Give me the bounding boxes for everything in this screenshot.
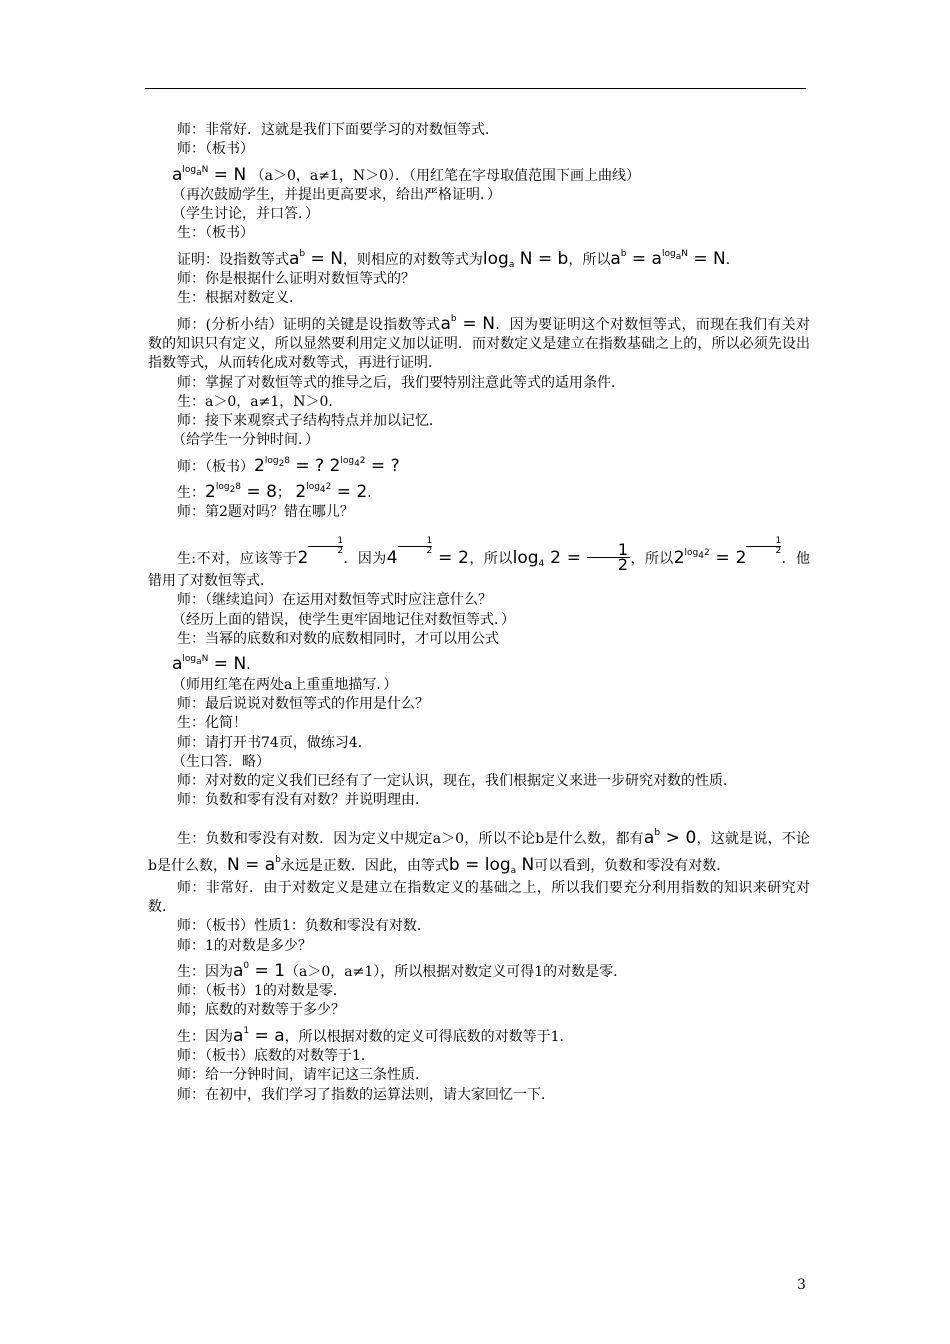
text-line: 师：（板书） [177, 141, 254, 158]
math-formula: $b = \log_a N$ [448, 854, 535, 876]
math-formula: $a^b = N$ [289, 248, 343, 269]
paragraph: 师：对对数的定义我们已经有了一定认识，现在，我们根据定义来进一步研究对数的性质． [177, 773, 737, 790]
text-line: 师：1的对数是多少？ [177, 937, 312, 954]
math-formula: $2^{log_28} = 8$ [205, 482, 277, 503]
text-line: 师：非常好．这就是我们下面要学习的对数恒等式． [177, 122, 499, 138]
math-formula: $a^b > 0$ [643, 827, 697, 848]
math-formula: $2^{log_28}$ = ? $2^{log_42}$ = ? [254, 455, 400, 476]
text-line: 师：请打开书74页，做练习4． [177, 734, 372, 751]
text-line: 师：第2题对吗？错在哪儿？ [177, 504, 354, 521]
page-number: 3 [797, 1277, 806, 1293]
text-line: （给学生一分钟时间．） [172, 432, 319, 449]
text-line: 师：你是根据什么证明对数恒等式的？ [177, 271, 415, 288]
text-line: 师：在初中，我们学习了指数的运算法则，请大家回忆一下． [177, 1086, 555, 1103]
text-line: （再次鼓励学生，并提出更高要求，给出严格证明．） [172, 186, 501, 203]
text-line: 生：根据对数定义． [177, 290, 303, 307]
text-line: 师：（板书）性质1：负数和零没有对数． [177, 918, 431, 935]
math-formula: $2^{log_42} = 2$ [295, 482, 368, 503]
math-formula: $a^{log_aN} = N$ [172, 164, 247, 185]
text-line: 生：（板书） [177, 225, 254, 242]
math-formula: $2^{log_42} = 2$ $\frac{1}{2}$ [673, 535, 782, 568]
formula-line: $a^{log_aN} = N$． [172, 654, 261, 675]
header-rule [145, 88, 806, 89]
math-formula: 2 $\frac{1}{2}$ [297, 535, 344, 568]
math-formula: $a^b = N$ [440, 313, 496, 334]
paragraph: 生:不对，应该等于2 $\frac{1}{2}$ ．因为4 $\frac{1}{2}$ = 2，所以$\log_4 2$ = $\frac{1}{2}$ ，所以$2^{log_42} = 2$ $\frac{1}{2}$ ．他错用了对数恒等式． [148, 535, 811, 590]
formula-line: 生：因为$a^1 = a$，所以根据对数的定义可得底数的对数等于1． [177, 1025, 574, 1046]
text-line: 生：化简！ [177, 715, 247, 732]
text-line: 师：负数和零有没有对数？并说明理由． [177, 792, 429, 809]
document-body [148, 121, 810, 1105]
proof-line: 证明：设指数等式$a^b = N$，则相应的对数等式为$\log_a N = b$，所以$a^b = a^{log_aN} = N$． [177, 248, 740, 270]
paragraph: 师：非常好．由于对数定义是建立在指数定义的基础之上，所以我们要充分利用指数的知识来研究对数． [148, 879, 810, 915]
formula-line: $a^{log_aN} = N$ （a＞0，a≠1，N＞0）．（用红笔在字母取值范围下画上曲线） [172, 164, 641, 185]
text-line: 师：（继续追问）在运用对数恒等式时应注意什么？ [177, 592, 492, 609]
paragraph: 生：负数和零没有对数．因为定义中规定a＞0，所以不论b是什么数，都有$a^b > 0$，这就是说，不论b是什么数，$N = a^b$永远是正数．因此，由等式$b = \log_a N$可以看到，负数和零没有对数． [148, 827, 811, 876]
text-line: （师用红笔在两处a上重重地描写．） [172, 676, 398, 693]
math-formula: 4 $\frac{1}{2}$ = 2 [386, 535, 469, 568]
text-line: 师：最后说说对数恒等式的作用是什么？ [177, 695, 429, 712]
text-line: 师：接下来观察式子结构特点并加以记忆． [177, 413, 443, 430]
text-line: 生：a＞0，a≠1，N＞0． [177, 393, 343, 410]
math-formula: $a^{log_aN} = N$ [172, 654, 247, 675]
formula-line: 生：$2^{log_28} = 8$； $2^{log_42} = 2$． [177, 482, 382, 503]
text-line: （经历上面的错误，使学生更牢固地记住对数恒等式．） [172, 611, 515, 628]
text-line: 师：给一分钟时间，请牢记这三条性质． [177, 1067, 429, 1084]
text-line: （生口答．略） [172, 753, 270, 770]
math-formula: $\log_a N = b$ [482, 248, 569, 270]
text-line: 师；底数的对数等于多少？ [177, 1002, 345, 1019]
text-line: 师：（板书）1的对数是零． [177, 983, 347, 1000]
math-formula: $a^b = a^{log_aN} = N$ [610, 248, 726, 269]
text-line: （学生讨论，并口答．） [172, 206, 319, 223]
text-line: 生：当幂的底数和对数的底数相同时，才可以用公式 [177, 631, 499, 648]
formula-line: 生：因为$a^0 = 1(a>0$，a≠1），所以根据对数定义可得1的对数是零． [177, 960, 628, 981]
math-formula: $a^0 = 1$ [233, 960, 286, 981]
text-line: 师：（板书）底数的对数等于1． [177, 1048, 375, 1065]
formula-line: 师：（板书）$2^{log_28}$ = ? $2^{log_42}$ = ? [177, 455, 400, 476]
paragraph: 师：(分析小结）证明的关键是设指数等式$a^b = N$．因为要证明这个对数恒等式，而现在我们有关对数的知识只有定义，所以显然要利用定义加以证明．而对数定义是建立在指数基础之上的，所以必须先设出指数等式，从而转化成对数等式，再进行证明． [148, 313, 810, 372]
text-line: 师：掌握了对数恒等式的推导之后，我们要特别注意此等式的适用条件． [177, 374, 625, 391]
math-formula: $a^1 = a$ [233, 1025, 285, 1046]
math-formula: $N = a^b$ [226, 854, 281, 875]
math-formula: $\log_4 2$ = $\frac{1}{2}$ [512, 540, 629, 575]
